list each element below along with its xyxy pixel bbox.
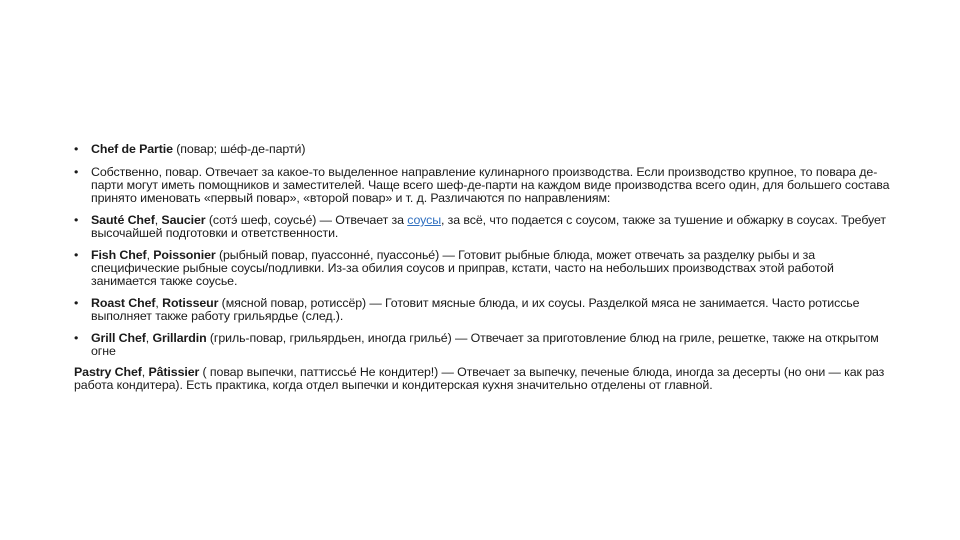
bullet-icon: • bbox=[74, 165, 79, 179]
list-item-text bbox=[91, 248, 834, 288]
text-run: ( повар выпечки, паттиссье́ Не кондитер!) — Отвечает за выпечку, печеные блюда, иногда за десерты (но они — как раз работа кондитера). Есть практика, когда отдел выпечки и кондитерская кухня значительно отделены от главной. bbox=[74, 365, 885, 392]
text-run: , bbox=[146, 248, 154, 262]
bold-term: Saucier bbox=[161, 213, 206, 227]
inline-link[interactable]: соусы bbox=[407, 213, 441, 227]
list-item bbox=[74, 249, 894, 288]
bullet-icon: • bbox=[74, 142, 79, 156]
list-item-text bbox=[91, 296, 859, 323]
bold-term: Pastry Chef bbox=[74, 365, 142, 379]
text-run: (гриль-повар, грильярдьен, иногда грилье́) — Отвечает за приготовление блюд на гриле, решетке, также на открытом огне bbox=[91, 331, 879, 358]
bold-term: Pâtissier bbox=[148, 365, 200, 379]
bullet-icon: • bbox=[74, 248, 79, 262]
text-run: , за всё, что подается с соусом, также за тушение и обжарку в соусах. Требует высочайшей подготовки и ответственности. bbox=[91, 213, 886, 240]
bullet-icon: • bbox=[74, 213, 79, 227]
bold-term: Fish Chef bbox=[91, 248, 147, 262]
text-run: (сотэ́ шеф, соусье́) — Отвечает за bbox=[205, 213, 408, 227]
text-run: (мясной повар, ротиссёр) — Готовит мясные блюда, и их соусы. Разделкой мяса не занимается. Часто ротиссье выполняет также работу грильярдье (след.). bbox=[91, 296, 860, 323]
bold-term: Grillardin bbox=[152, 331, 207, 345]
text-run: , bbox=[141, 365, 149, 379]
bold-term: Sauté Chef bbox=[91, 213, 155, 227]
list-item-text bbox=[91, 142, 305, 156]
bold-term: Poissonier bbox=[153, 248, 216, 262]
list-item bbox=[74, 297, 894, 323]
bold-term: Rotisseur bbox=[162, 296, 219, 310]
bold-term: Grill Chef bbox=[91, 331, 146, 345]
list-item-text bbox=[91, 213, 886, 240]
list-item bbox=[74, 143, 894, 156]
text-run: (повар; ше́ф-де-парти́) bbox=[172, 142, 306, 156]
slide-body bbox=[74, 143, 894, 392]
list-item bbox=[74, 214, 894, 240]
bullet-icon: • bbox=[74, 331, 79, 345]
bold-term: Chef de Partie bbox=[91, 142, 173, 156]
bold-term: Roast Chef bbox=[91, 296, 156, 310]
text-run: , bbox=[145, 331, 153, 345]
text-run: , bbox=[154, 213, 162, 227]
list-item-text bbox=[91, 165, 889, 205]
list-item-text bbox=[91, 331, 879, 358]
bullet-list bbox=[74, 143, 894, 358]
bullet-icon: • bbox=[74, 296, 79, 310]
text-run: (рыбный повар, пуассонне́, пуассонье́) — Готовит рыбные блюда, может отвечать за разделку рыбы и за специфические рыбные соусы/подливки. Из-за обилия соусов и приправ, кстати, часто на небольших производствах этой работой занимается также соусье. bbox=[91, 248, 834, 288]
list-item bbox=[74, 332, 894, 358]
list-item bbox=[74, 166, 894, 205]
pastry-chef-paragraph bbox=[74, 366, 894, 392]
text-run: Собственно, повар. Отвечает за какое-то выделенное направление кулинарного производства. Если производство крупное, то повара де-парти могут иметь помощников и заместителей. Чаще всего шеф-де-парти на каждом виде производства всего один, для большего состава принято именовать «первый повар», «второй повар» и т. д. Различаются по направлениям: bbox=[91, 165, 890, 205]
text-run: , bbox=[155, 296, 163, 310]
